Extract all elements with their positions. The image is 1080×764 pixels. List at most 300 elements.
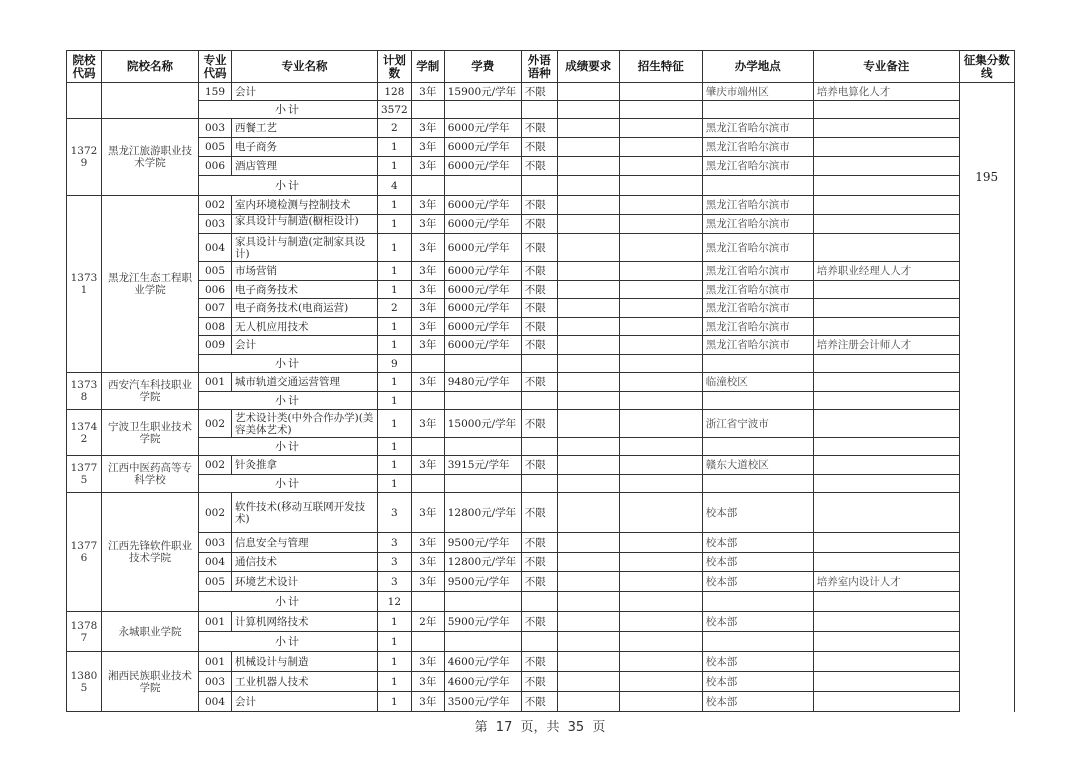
enroll-feature-cell bbox=[619, 215, 702, 234]
header-major-name: 专业名称 bbox=[232, 51, 378, 83]
empty-cell bbox=[619, 592, 702, 612]
score-requirement-cell bbox=[557, 612, 619, 632]
remark-cell bbox=[813, 119, 959, 138]
empty-cell bbox=[521, 592, 557, 612]
remark-cell: 培养电算化人才 bbox=[813, 83, 959, 101]
major-name-cell: 无人机应用技术 bbox=[232, 318, 378, 336]
empty-cell bbox=[521, 355, 557, 373]
remark-cell bbox=[813, 533, 959, 553]
duration-cell: 3年 bbox=[411, 281, 444, 299]
remark-cell bbox=[813, 456, 959, 475]
subtotal-label: 小计 bbox=[199, 632, 378, 652]
tuition-cell: 12800元/学年 bbox=[444, 553, 521, 572]
page-footer bbox=[0, 716, 1080, 735]
enroll-feature-cell bbox=[619, 336, 702, 355]
table-row bbox=[67, 373, 1015, 392]
school-name-cell: 黑龙江生态工程职业学院 bbox=[102, 196, 199, 373]
major-name-cell: 酒店管理 bbox=[232, 157, 378, 176]
plan-count-cell: 2 bbox=[378, 119, 412, 138]
subtotal-row bbox=[67, 101, 1015, 119]
empty-cell bbox=[411, 475, 444, 493]
major-code-cell: 002 bbox=[199, 493, 232, 533]
major-code-cell: 002 bbox=[199, 196, 232, 215]
score-requirement-cell bbox=[557, 692, 619, 712]
duration-cell: 3年 bbox=[411, 299, 444, 318]
empty-cell bbox=[619, 632, 702, 652]
location-cell: 黑龙江省哈尔滨市 bbox=[702, 196, 813, 215]
enroll-feature-cell bbox=[619, 572, 702, 592]
enroll-feature-cell bbox=[619, 533, 702, 553]
major-code-cell: 004 bbox=[199, 553, 232, 572]
school-code-cell bbox=[67, 83, 102, 119]
location-cell: 赣东大道校区 bbox=[702, 456, 813, 475]
empty-cell bbox=[411, 392, 444, 410]
remark-cell bbox=[813, 234, 959, 262]
location-cell: 校本部 bbox=[702, 672, 813, 692]
table-row bbox=[67, 456, 1015, 475]
duration-cell: 3年 bbox=[411, 336, 444, 355]
school-name-cell: 黑龙江旅游职业技术学院 bbox=[102, 119, 199, 196]
plan-count-cell: 1 bbox=[378, 652, 412, 672]
table-row bbox=[67, 281, 1015, 299]
tuition-cell: 6000元/学年 bbox=[444, 318, 521, 336]
duration-cell: 3年 bbox=[411, 262, 444, 281]
plan-count-cell: 1 bbox=[378, 612, 412, 632]
plan-count-cell: 2 bbox=[378, 299, 412, 318]
header-language: 外语语种 bbox=[521, 51, 557, 83]
major-code-cell: 007 bbox=[199, 299, 232, 318]
major-code-cell: 005 bbox=[199, 138, 232, 157]
score-requirement-cell bbox=[557, 336, 619, 355]
enroll-feature-cell bbox=[619, 318, 702, 336]
empty-cell bbox=[813, 355, 959, 373]
subtotal-label: 小计 bbox=[199, 176, 378, 196]
language-cell: 不限 bbox=[521, 318, 557, 336]
location-cell: 肇庆市端州区 bbox=[702, 83, 813, 101]
table-row bbox=[67, 612, 1015, 632]
major-code-cell: 159 bbox=[199, 83, 232, 101]
major-name-cell: 电子商务 bbox=[232, 138, 378, 157]
location-cell: 校本部 bbox=[702, 692, 813, 712]
tuition-cell: 6000元/学年 bbox=[444, 138, 521, 157]
duration-cell: 3年 bbox=[411, 572, 444, 592]
tuition-cell: 6000元/学年 bbox=[444, 336, 521, 355]
duration-cell: 3年 bbox=[411, 83, 444, 101]
enroll-feature-cell bbox=[619, 493, 702, 533]
subtotal-value: 1 bbox=[378, 438, 412, 456]
table-row bbox=[67, 196, 1015, 215]
cutoff-score-cell: 195 bbox=[959, 83, 1014, 712]
empty-cell bbox=[557, 632, 619, 652]
duration-cell: 3年 bbox=[411, 553, 444, 572]
subtotal-row bbox=[67, 438, 1015, 456]
major-name-cell: 会计 bbox=[232, 336, 378, 355]
empty-cell bbox=[444, 176, 521, 196]
empty-cell bbox=[813, 101, 959, 119]
empty-cell bbox=[444, 592, 521, 612]
duration-cell: 3年 bbox=[411, 533, 444, 553]
header-school-code: 院校代码 bbox=[67, 51, 102, 83]
plan-count-cell: 3 bbox=[378, 572, 412, 592]
major-code-cell: 008 bbox=[199, 318, 232, 336]
tuition-cell: 3915元/学年 bbox=[444, 456, 521, 475]
language-cell: 不限 bbox=[521, 652, 557, 672]
score-requirement-cell bbox=[557, 553, 619, 572]
duration-cell: 3年 bbox=[411, 672, 444, 692]
location-cell: 黑龙江省哈尔滨市 bbox=[702, 262, 813, 281]
subtotal-label: 小计 bbox=[199, 475, 378, 493]
tuition-cell: 15900元/学年 bbox=[444, 83, 521, 101]
major-code-cell: 005 bbox=[199, 262, 232, 281]
school-code-cell: 13805 bbox=[67, 652, 102, 712]
enroll-feature-cell bbox=[619, 234, 702, 262]
score-requirement-cell bbox=[557, 83, 619, 101]
enroll-feature-cell bbox=[619, 692, 702, 712]
empty-cell bbox=[444, 475, 521, 493]
plan-count-cell: 1 bbox=[378, 215, 412, 234]
language-cell: 不限 bbox=[521, 281, 557, 299]
empty-cell bbox=[444, 632, 521, 652]
duration-cell: 3年 bbox=[411, 234, 444, 262]
plan-count-cell: 1 bbox=[378, 157, 412, 176]
enroll-feature-cell bbox=[619, 410, 702, 438]
enroll-feature-cell bbox=[619, 157, 702, 176]
remark-cell: 培养注册会计师人才 bbox=[813, 336, 959, 355]
school-name-cell: 宁波卫生职业技术学院 bbox=[102, 410, 199, 456]
language-cell: 不限 bbox=[521, 612, 557, 632]
tuition-cell: 6000元/学年 bbox=[444, 196, 521, 215]
table-row bbox=[67, 119, 1015, 138]
remark-cell bbox=[813, 196, 959, 215]
table-row bbox=[67, 83, 1015, 101]
table-body bbox=[67, 83, 1015, 712]
score-requirement-cell bbox=[557, 533, 619, 553]
score-requirement-cell bbox=[557, 493, 619, 533]
school-name-cell: 江西先锋软件职业技术学院 bbox=[102, 493, 199, 612]
language-cell: 不限 bbox=[521, 493, 557, 533]
subtotal-value: 12 bbox=[378, 592, 412, 612]
major-name-cell: 计算机网络技术 bbox=[232, 612, 378, 632]
remark-cell bbox=[813, 215, 959, 234]
remark-cell bbox=[813, 692, 959, 712]
language-cell: 不限 bbox=[521, 157, 557, 176]
language-cell: 不限 bbox=[521, 533, 557, 553]
table-row bbox=[67, 410, 1015, 438]
tuition-cell: 6000元/学年 bbox=[444, 215, 521, 234]
location-cell: 黑龙江省哈尔滨市 bbox=[702, 299, 813, 318]
subtotal-value: 1 bbox=[378, 392, 412, 410]
header-location: 办学地点 bbox=[702, 51, 813, 83]
enroll-feature-cell bbox=[619, 373, 702, 392]
enroll-feature-cell bbox=[619, 652, 702, 672]
total-pages: 35 bbox=[567, 720, 585, 735]
major-name-cell: 会计 bbox=[232, 83, 378, 101]
duration-cell: 3年 bbox=[411, 119, 444, 138]
empty-cell bbox=[444, 101, 521, 119]
header-tuition: 学费 bbox=[444, 51, 521, 83]
header-duration: 学制 bbox=[411, 51, 444, 83]
remark-cell bbox=[813, 299, 959, 318]
score-requirement-cell bbox=[557, 234, 619, 262]
enroll-feature-cell bbox=[619, 456, 702, 475]
major-code-cell: 003 bbox=[199, 119, 232, 138]
enroll-feature-cell bbox=[619, 553, 702, 572]
current-page: 17 bbox=[495, 720, 513, 735]
tuition-cell: 6000元/学年 bbox=[444, 234, 521, 262]
score-requirement-cell bbox=[557, 373, 619, 392]
tuition-cell: 6000元/学年 bbox=[444, 299, 521, 318]
remark-cell bbox=[813, 318, 959, 336]
duration-cell: 3年 bbox=[411, 493, 444, 533]
admission-plan-table bbox=[66, 50, 1015, 712]
major-name-cell: 电子商务技术 bbox=[232, 281, 378, 299]
major-name-cell: 西餐工艺 bbox=[232, 119, 378, 138]
remark-cell bbox=[813, 493, 959, 533]
footer-prefix: 第 bbox=[474, 720, 488, 735]
location-cell: 临潼校区 bbox=[702, 373, 813, 392]
remark-cell bbox=[813, 672, 959, 692]
plan-count-cell: 1 bbox=[378, 672, 412, 692]
empty-cell bbox=[702, 475, 813, 493]
score-requirement-cell bbox=[557, 572, 619, 592]
enroll-feature-cell bbox=[619, 281, 702, 299]
table-row bbox=[67, 234, 1015, 262]
major-name-cell: 电子商务技术(电商运营) bbox=[232, 299, 378, 318]
remark-cell bbox=[813, 410, 959, 438]
remark-cell: 培养职业经理人人才 bbox=[813, 262, 959, 281]
major-name-cell: 机械设计与制造 bbox=[232, 652, 378, 672]
remark-cell bbox=[813, 652, 959, 672]
tuition-cell: 9500元/学年 bbox=[444, 533, 521, 553]
header-remark: 专业备注 bbox=[813, 51, 959, 83]
language-cell: 不限 bbox=[521, 234, 557, 262]
subtotal-label: 小计 bbox=[199, 438, 378, 456]
empty-cell bbox=[813, 176, 959, 196]
tuition-cell: 4600元/学年 bbox=[444, 652, 521, 672]
score-requirement-cell bbox=[557, 318, 619, 336]
empty-cell bbox=[813, 632, 959, 652]
subtotal-row bbox=[67, 632, 1015, 652]
major-code-cell: 001 bbox=[199, 373, 232, 392]
duration-cell: 3年 bbox=[411, 410, 444, 438]
empty-cell bbox=[521, 176, 557, 196]
duration-cell: 3年 bbox=[411, 196, 444, 215]
major-name-cell: 家具设计与制造(橱柜设计) bbox=[232, 215, 378, 234]
empty-cell bbox=[521, 475, 557, 493]
location-cell: 校本部 bbox=[702, 612, 813, 632]
remark-cell bbox=[813, 281, 959, 299]
header-cutoff: 征集分数线 bbox=[959, 51, 1014, 83]
major-code-cell: 009 bbox=[199, 336, 232, 355]
school-name-cell: 湘西民族职业技术学院 bbox=[102, 652, 199, 712]
language-cell: 不限 bbox=[521, 456, 557, 475]
location-cell: 黑龙江省哈尔滨市 bbox=[702, 336, 813, 355]
subtotal-label: 小计 bbox=[199, 355, 378, 373]
table-row bbox=[67, 493, 1015, 533]
major-code-cell: 001 bbox=[199, 652, 232, 672]
major-code-cell: 002 bbox=[199, 410, 232, 438]
subtotal-label: 小计 bbox=[199, 592, 378, 612]
duration-cell: 3年 bbox=[411, 157, 444, 176]
school-code-cell: 13742 bbox=[67, 410, 102, 456]
major-code-cell: 001 bbox=[199, 612, 232, 632]
school-code-cell: 13729 bbox=[67, 119, 102, 196]
plan-count-cell: 1 bbox=[378, 234, 412, 262]
location-cell: 校本部 bbox=[702, 572, 813, 592]
plan-count-cell: 3 bbox=[378, 493, 412, 533]
major-code-cell: 003 bbox=[199, 672, 232, 692]
score-requirement-cell bbox=[557, 281, 619, 299]
plan-count-cell: 1 bbox=[378, 318, 412, 336]
duration-cell: 3年 bbox=[411, 138, 444, 157]
score-requirement-cell bbox=[557, 652, 619, 672]
duration-cell: 3年 bbox=[411, 456, 444, 475]
empty-cell bbox=[557, 475, 619, 493]
subtotal-value: 3572 bbox=[378, 101, 412, 119]
empty-cell bbox=[411, 438, 444, 456]
table-row bbox=[67, 157, 1015, 176]
table-row bbox=[67, 553, 1015, 572]
empty-cell bbox=[702, 592, 813, 612]
language-cell: 不限 bbox=[521, 336, 557, 355]
footer-suffix: 页 bbox=[592, 720, 606, 735]
empty-cell bbox=[521, 438, 557, 456]
empty-cell bbox=[619, 355, 702, 373]
empty-cell bbox=[521, 101, 557, 119]
score-requirement-cell bbox=[557, 299, 619, 318]
major-name-cell: 室内环境检测与控制技术 bbox=[232, 196, 378, 215]
empty-cell bbox=[557, 392, 619, 410]
score-requirement-cell bbox=[557, 157, 619, 176]
tuition-cell: 6000元/学年 bbox=[444, 119, 521, 138]
subtotal-label: 小计 bbox=[199, 392, 378, 410]
language-cell: 不限 bbox=[521, 262, 557, 281]
empty-cell bbox=[521, 392, 557, 410]
empty-cell bbox=[411, 176, 444, 196]
language-cell: 不限 bbox=[521, 138, 557, 157]
subtotal-row bbox=[67, 475, 1015, 493]
header-enroll-feature: 招生特征 bbox=[619, 51, 702, 83]
school-name-cell: 江西中医药高等专科学校 bbox=[102, 456, 199, 493]
table-row bbox=[67, 318, 1015, 336]
language-cell: 不限 bbox=[521, 410, 557, 438]
subtotal-row bbox=[67, 592, 1015, 612]
major-code-cell: 002 bbox=[199, 456, 232, 475]
language-cell: 不限 bbox=[521, 672, 557, 692]
tuition-cell: 4600元/学年 bbox=[444, 672, 521, 692]
duration-cell: 3年 bbox=[411, 373, 444, 392]
plan-count-cell: 1 bbox=[378, 373, 412, 392]
language-cell: 不限 bbox=[521, 692, 557, 712]
major-code-cell: 003 bbox=[199, 215, 232, 234]
major-name-cell: 会计 bbox=[232, 692, 378, 712]
major-name-cell: 通信技术 bbox=[232, 553, 378, 572]
header-plan-count: 计划数 bbox=[378, 51, 412, 83]
empty-cell bbox=[557, 438, 619, 456]
location-cell: 校本部 bbox=[702, 533, 813, 553]
tuition-cell: 9480元/学年 bbox=[444, 373, 521, 392]
score-requirement-cell bbox=[557, 262, 619, 281]
score-requirement-cell bbox=[557, 672, 619, 692]
enroll-feature-cell bbox=[619, 299, 702, 318]
footer-mid: 页，共 bbox=[520, 720, 560, 735]
empty-cell bbox=[557, 355, 619, 373]
major-name-cell: 艺术设计类(中外合作办学)(美容美体艺术) bbox=[232, 410, 378, 438]
language-cell: 不限 bbox=[521, 299, 557, 318]
language-cell: 不限 bbox=[521, 196, 557, 215]
header-major-code: 专业代码 bbox=[199, 51, 232, 83]
empty-cell bbox=[702, 176, 813, 196]
empty-cell bbox=[702, 438, 813, 456]
table-row bbox=[67, 672, 1015, 692]
location-cell: 黑龙江省哈尔滨市 bbox=[702, 234, 813, 262]
language-cell: 不限 bbox=[521, 553, 557, 572]
empty-cell bbox=[702, 101, 813, 119]
empty-cell bbox=[557, 176, 619, 196]
subtotal-value: 4 bbox=[378, 176, 412, 196]
location-cell: 黑龙江省哈尔滨市 bbox=[702, 157, 813, 176]
location-cell: 黑龙江省哈尔滨市 bbox=[702, 138, 813, 157]
plan-count-cell: 1 bbox=[378, 410, 412, 438]
location-cell: 黑龙江省哈尔滨市 bbox=[702, 318, 813, 336]
empty-cell bbox=[411, 355, 444, 373]
language-cell: 不限 bbox=[521, 572, 557, 592]
location-cell: 校本部 bbox=[702, 553, 813, 572]
duration-cell: 3年 bbox=[411, 318, 444, 336]
tuition-cell: 12800元/学年 bbox=[444, 493, 521, 533]
location-cell: 浙江省宁波市 bbox=[702, 410, 813, 438]
major-name-cell: 家具设计与制造(定制家具设计) bbox=[232, 234, 378, 262]
table-row bbox=[67, 138, 1015, 157]
enroll-feature-cell bbox=[619, 83, 702, 101]
subtotal-value: 9 bbox=[378, 355, 412, 373]
tuition-cell: 15000元/学年 bbox=[444, 410, 521, 438]
plan-count-cell: 3 bbox=[378, 533, 412, 553]
duration-cell: 3年 bbox=[411, 215, 444, 234]
header-school-name: 院校名称 bbox=[102, 51, 199, 83]
school-name-cell bbox=[102, 83, 199, 119]
school-code-cell: 13776 bbox=[67, 493, 102, 612]
empty-cell bbox=[619, 101, 702, 119]
duration-cell: 3年 bbox=[411, 652, 444, 672]
major-name-cell: 工业机器人技术 bbox=[232, 672, 378, 692]
major-code-cell: 004 bbox=[199, 692, 232, 712]
location-cell: 黑龙江省哈尔滨市 bbox=[702, 119, 813, 138]
major-code-cell: 003 bbox=[199, 533, 232, 553]
location-cell: 黑龙江省哈尔滨市 bbox=[702, 281, 813, 299]
school-name-cell: 永城职业学院 bbox=[102, 612, 199, 652]
table-row bbox=[67, 336, 1015, 355]
empty-cell bbox=[702, 355, 813, 373]
table-row bbox=[67, 215, 1015, 234]
empty-cell bbox=[702, 632, 813, 652]
plan-count-cell: 3 bbox=[378, 553, 412, 572]
plan-count-cell: 1 bbox=[378, 336, 412, 355]
plan-count-cell: 1 bbox=[378, 138, 412, 157]
subtotal-row bbox=[67, 392, 1015, 410]
empty-cell bbox=[444, 438, 521, 456]
major-name-cell: 信息安全与管理 bbox=[232, 533, 378, 553]
empty-cell bbox=[557, 592, 619, 612]
plan-count-cell: 1 bbox=[378, 692, 412, 712]
language-cell: 不限 bbox=[521, 373, 557, 392]
subtotal-row bbox=[67, 176, 1015, 196]
tuition-cell: 9500元/学年 bbox=[444, 572, 521, 592]
major-name-cell: 市场营销 bbox=[232, 262, 378, 281]
remark-cell bbox=[813, 612, 959, 632]
table-row bbox=[67, 533, 1015, 553]
duration-cell: 3年 bbox=[411, 692, 444, 712]
